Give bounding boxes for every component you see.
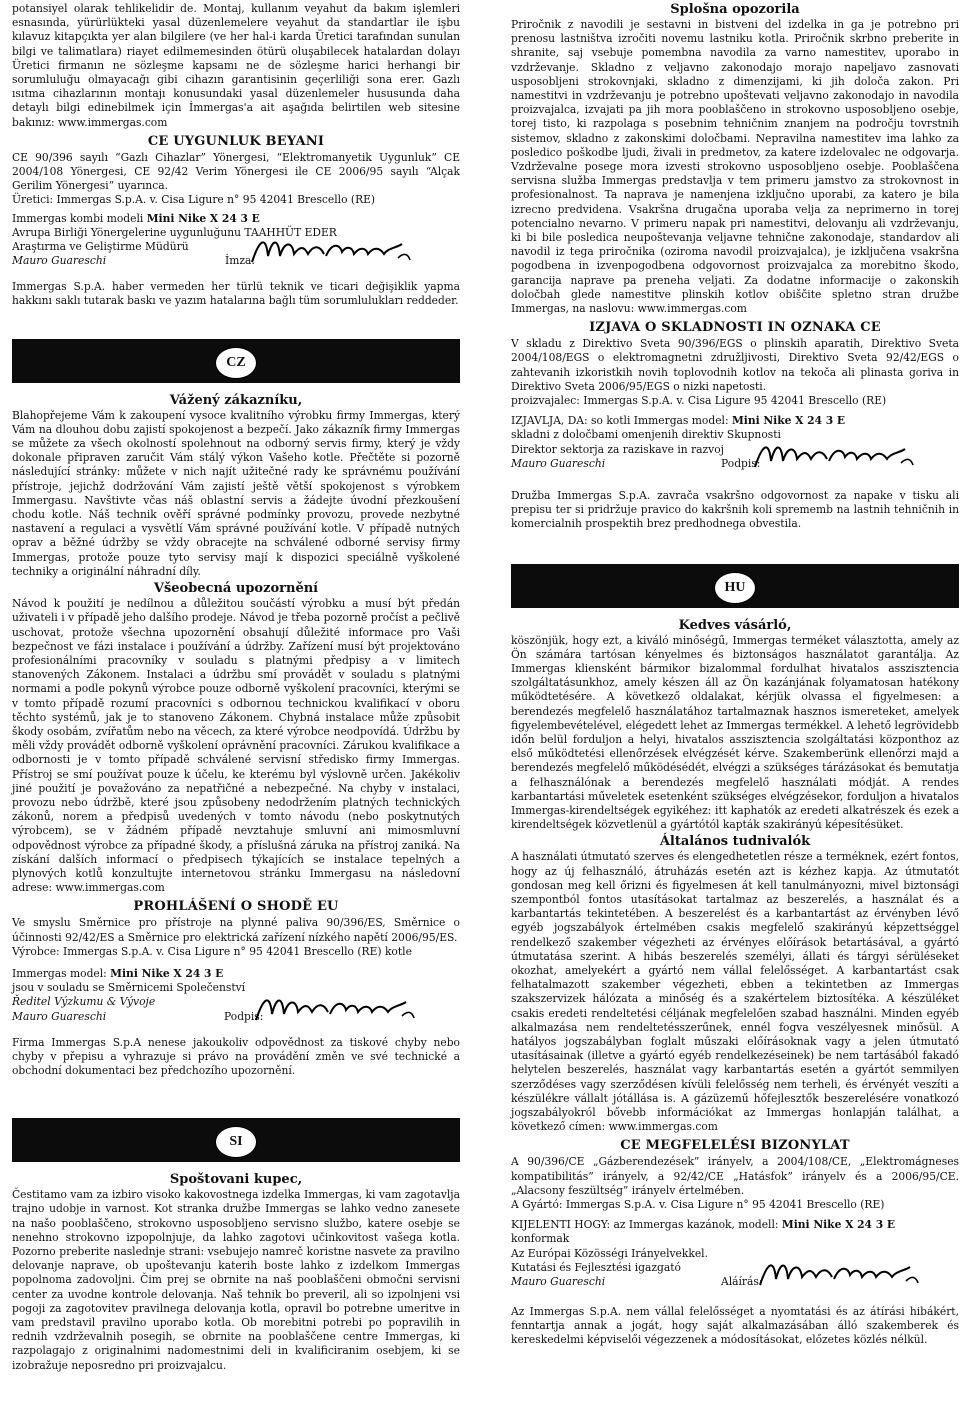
handwritten-signature [751, 437, 916, 471]
si-signer-name: Mauro Guareschi [511, 456, 606, 470]
hu-section-band [511, 564, 959, 608]
tr-declaration-title: CE UYGUNLUK BEYANI [147, 133, 325, 149]
handwritten-signature [252, 990, 417, 1024]
cz-greeting-title: Vážený zákazníku, [169, 392, 303, 408]
right-column [511, 2, 959, 1348]
si-greeting-title: Spoštovani kupec, [169, 1172, 303, 1188]
hu-language-badge: HU [714, 572, 756, 604]
tr-manufacturer: Üretici: Immergas S.p.A. v. Cisa Ligure n° 95 42041 Brescello (RE) [12, 193, 376, 207]
handwritten-signature [248, 232, 413, 266]
cz-declaration-body: Ve smyslu Směrnice pro přístroje na plynné paliva 90/396/ES, Směrnice o účinnosti 92/42/ES a Směrnice pro elektrická zařízení nízkého napětí 2006/95/ES. [12, 916, 460, 944]
hu-declaration-body: A 90/396/CE „Gázberendezések” irányelv, a 2004/108/CE, „Elektromágneses kompatibilitás” irányelv, a 92/42/CE „Hatásfok” irányelv és a 2006/95/CE. „Alacsony feszültség” irányelv értelmében. [511, 1155, 959, 1197]
si-signature-label: Podpis: [721, 456, 761, 470]
si-language-badge: SI [215, 1126, 257, 1158]
hu-signature-label: Aláírás: [721, 1275, 763, 1289]
cz-model-name: Mini Nike X 24 3 E [110, 966, 224, 980]
cz-intro-text: Blahopřejeme Vám k zakoupení vysoce kvalitního výrobku firmy Immergas, který Vám na dlouhou dobu zajistí spokojenost a bezpečí. Jako zákazník firmy Immergas se můžete za všech okolností spolehnout na odborný servis firmy, který je vždy dokonale připraven zaručit Vám stálý výkon Vašeho kotle. Přečtěte si pozorně následující stránky: můžete v nich najít užitečné rady ke správnému používání přístroje, jejichž dodržování Vám zajistí ještě větší spokojenost s výrobkem Immergasu. Navštivte včas náš oblastní servis a žádejte úvodní přezkoušení chodu kotle. Náš technik ověří správné podmínky provozu, provede nezbytné nastavení a regulaci a vysvětlí Vám správné používání kotle. V případě nutných oprav a běžné údržby se vždy obracejte na schválené odborné servisy firmy Immergas, protože pouze tyto servisy mají k dispozici speciálně vyškolené techniky a originální náhradní díly. [12, 408, 460, 578]
left-column [12, 2, 460, 1373]
hu-disclaimer: Az Immergas S.p.A. nem vállal felelősséget a nyomtatási és az átírási hibákért, fenntartja annak a jogát, hogy saját alkalmazásában álló szakemberek és kereskedelmi képviselői végezzenek a módosításokat, előzetes közlés nélkül. [511, 1305, 959, 1347]
cz-manufacturer: Výrobce: Immergas S.p.A. v. Cisa Ligure n° 95 42041 Brescello (RE) kotle [12, 944, 412, 958]
hu-signature-row [511, 1275, 959, 1291]
si-general-warnings-text: Priročnik z navodili je sestavni in bistveni del izdelka in ga je potrebno pri prenosu lastništva izročiti novemu lastniku kotla. Priročnik skrbno preberite in shranite, saj vsebuje pomembna navodila za varno namestitev, uporabo in vzdrževanje. Skladno z veljavno zakonodajo morajo napeljavo zasnovati usposobljeni strokovnjaki, skladno z dimenzijami, ki jih določa zakon. Pri namestitvi in vzdrževanju je potrebno upoštevati veljavno zakonodajo in navodila proizvajalca, izvajati pa jih mora pooblaščeno in strokovno usposobljeno osebje, torej tisto, ki razpolaga s posebnim tehničnim znanjem na področju tovrstnih sistemov, skladno z zakonskimi določbami. Nepravilna namestitev ima lahko za posledico poškodbe ljudi, živali in predmetov, za katere izdelovalec ne odgovarja. Vzdrževalne posege mora izvesti strokovno usposobljeno osebje. Pooblaščena servisna služba Immergas predstavlja v tem primeru jamstvo za strokovnost in profesionalnost. Ta naprava je namenjena izključno uporabi, za katero je bila izrecno predvidena. Vsakršna drugačna uporaba velja za neprimerno in torej potencialno nevarno. V primeru napak pri namestitvi, delovanju ali vzdrževanju, ki bi bile posledica neupoštevanja veljavne tehnične zakonodaje, standardov ali navodil iz tega priročnika (oziroma navodil proizvajalca), je izključena vsakršna pogodbena in izvenpogodbena odgovornost proizvajalca za morebitno škodo, garancija naprave pa preneha veljati. Za dodatne informacije o zakonskih določbah glede namestitve plinskih kotlov obiščite spletno stran družbe Immergas, na naslovu: www.immergas.com [511, 18, 959, 316]
tr-signature-label: İmza: [225, 254, 255, 268]
tr-declaration-body: CE 90/396 sayılı “Gazlı Cihazlar” Yönergesi, “Elektromanyetik Uygunluk” CE 2004/108 Yönergesi, CE 92/42 Verim Yönergesi ile CE 2006/95 sayılı “Alçak Gerilim Yönergesi” uyarınca. [12, 150, 460, 193]
cz-general-warnings-title: Všeobecná upozornění [153, 581, 319, 597]
si-general-warnings-title: Splošna opozorila [670, 2, 800, 17]
si-model-line: IZJAVLJA, DA: so kotli Immergas model: Mini Nike X 24 3 E [511, 414, 846, 428]
cz-section-band [12, 339, 460, 383]
hu-greeting-title: Kedves vásárló, [678, 617, 792, 633]
hu-declaration-title: CE MEGFELELÉSI BIZONYLAT [620, 1138, 850, 1154]
si-declaration-title: IZJAVA O SKLADNOSTI IN OZNAKA CE [589, 320, 881, 336]
tr-signer-name: Mauro Guareschi [12, 254, 107, 268]
cz-declaration-title: PROHLÁŠENÍ O SHODĚ EU [133, 899, 339, 915]
hu-commitment: Az Európai Közösségi Irányelvekkel. [511, 1246, 708, 1260]
cz-model-line: Immergas model: Mini Nike X 24 3 E [12, 966, 224, 980]
cz-commitment: jsou v souladu se Směrnicemi Společenství [12, 981, 246, 995]
tr-signature-row [12, 254, 460, 270]
si-disclaimer: Družba Immergas S.p.A. zavrača vsakršno odgovornost za napake v tisku ali prepisu ter si pridržuje pravico do kakršnih koli sprememb na lastnih tehničnih in komercialnih prospektih brez predhodnega obvestila. [511, 488, 959, 531]
hu-intro-text: köszönjük, hogy ezt, a kiváló minőségű, Immergas terméket választotta, amely az Ön számára tartósan kényelmes és biztonságos használatot garantálja. Az Immergas kliensként bármikor bizalommal fordulhat hivatalos asszisztencia szolgáltatásunkhoz, amely készen áll az Ön kazánjának folyamatosan hatékony működtetésére. A következő oldalakat, kérjük olvassa el figyelmesen: a berendezés megfelelő használatához tartalmaznak hasznos ismereteket, amelyek figyelembevételével, elégedett lehet az Immergas termékkel. A lehető legrövidebb időn belül forduljon a helyi, hivatalos asszisztencia szolgáltatási központhoz az első működtetési ellenőrzések elvégzését kérve. Szakemberünk ellenőrzi majd a berendezés megfelelő működésédét, elvégzi a szükséges tárázásokat és bemutatja a felhasználónak a berendezés megfelelő használati módját. A rendes karbantartási műveletek esetenként szükséges elvégzésekor, forduljon a hivatalos Immergas-kirendeltségek egyikéhez: itt kaphatók az eredeti alkatrészek és ezek a kirendeltségek közvetlenül a gyártótól kapták szakirányú képesítésüket. [511, 633, 959, 832]
cz-role: Ředitel Výzkumu & Vývoje [12, 995, 156, 1009]
si-model-name: Mini Nike X 24 3 E [731, 414, 846, 428]
si-intro-text: Čestitamo vam za izbiro visoko kakovostnega izdelka Immergas, ki vam zagotavlja trajno udobje in varnost. Kot stranka družbe Immergas se lahko vedno zanesete na našo pooblaščeno, strokovno usposobljeno servisno službo, katere osebje se nenehno strokovno izpopolnjuje, da lahko zagotovi učinkovitost vašega kotla. Pozorno preberite naslednje strani: vsebujejo namreč koristne nasvete za pravilno delovanje naprave, ob upoštevanju katerih boste lahko z izdelkom Immergas popolnoma zadovoljni. Čim prej se obrnite na naš pooblaščeni območni servisni center za uvodne kontrole delovanja. Naš tehnik bo preveril, ali so izpolnjeni vsi pogoji za zagotovitev pravilnega delovanja kotla, opravil bo potrebne umeritve in vam predstavil pravilno uporabo kotla. Ob morebitni potrebi po popravilih in rednih vzdrževalnih posegih, se obrnite na pooblaščene centre Immergas, ki razpolagajo z originalnimi nadomestnimi deli in kvalificiranim osebjem, ki se izobražuje neposredno pri proizvajalcu. [12, 1188, 460, 1372]
si-declaration-body: V skladu z Direktivo Sveta 90/396/EGS o plinskih aparatih, Direktivo Sveta 2004/108/EGS o elektromagnetni združljivosti, Direktivo Sveta 92/42/EGS o zahtevanih izkoristkih novih toplovodnih kotlov na tekoča ali plinasta goriva in Direktivo Sveta 2006/95/EGS o nizki napetosti. [511, 337, 959, 393]
tr-model-line: Immergas kombi modeli Mini Nike X 24 3 E [12, 211, 260, 225]
tr-role: Araştırma ve Geliştirme Müdürü [12, 240, 189, 254]
cz-signer-name: Mauro Guareschi [12, 1009, 107, 1023]
si-signature-row [511, 457, 959, 473]
cz-signature-label: Podpis: [224, 1009, 264, 1023]
hu-conform: konformak [511, 1232, 570, 1246]
hu-manufacturer: A Gyártó: Immergas S.p.A. v. Cisa Ligure n° 95 42041 Brescello (RE) [511, 1198, 885, 1212]
cz-disclaimer: Firma Immergas S.p.A nenese jakoukoliv odpovědnost za tiskové chyby nebo chyby v přepisu a vyhrazuje si právo na provádění změn ve své technické a obchodní dokumentaci bez předchozího upozornění. [12, 1035, 460, 1077]
si-manufacturer: proizvajalec: Immergas S.p.A. v. Cisa Ligure 95 42041 Brescello (RE) [511, 394, 887, 408]
tr-model-name: Mini Nike X 24 3 E [146, 211, 260, 225]
si-commitment: skladni z določbami omenjenih direktiv Skupnosti [511, 428, 781, 442]
hu-general-info-text: A használati útmutató szerves és elengedhetetlen része a terméknek, ezért fontos, hogy az új felhasználó, átruházás esetén azt is kézhez kapja. Az útmutatót gondosan meg kell őrizni és figyelmesen át kell tanulmányozni, mivel biztonsági szempontból fontos utasításokat tartalmaz az beszerelés, a használat és a karbantartás tekintetében. A beszerelést és a karbantartást az érvényben lévő egyéb jogszabályok értelmében csakis megfelelő szakirányú képzettséggel rendelkező szakember végezheti az érvényes előírások betartásával, a gyártó útmutatása szerint. A hibás beszerelés személyi, állati és tárgyi sérüléseket okozhat, amelyekért a gyártó nem vállal felelősséget. A karbantartást csak felhatalmazott szakember végezheti, ebben a tekintetben az Immergas szakszervizek hálózata a minőség és a szakértelem biztosítéka. A készüléket csakis eredeti rendeltetési céljának megfelelően szabad használni. Minden egyéb alkalmazása nem rendeltetésszerűnek, ennél fogva veszélyesnek minősül. A hatályos jogszabályban foglalt műszaki előírásoknak vagy a jelen útmutató utasításainak (illetve a gyártó egyéb rendelkezéseinek) be nem tartásából fakadó helytelen beszerelés, használat vagy karbantartás esetén a gyártót semmilyen szerződéses vagy szerződésen kívüli felelősség nem terheli, és érvényét veszíti a készülékre vállalt jótállása is. A gázüzemű hőfejlesztők beszerelésére vonatkozó jogszabályokról bővebb információkat az Immergas honlapján találhat, a következő címen: www.immergas.com [511, 850, 959, 1134]
handwritten-signature [756, 1255, 921, 1289]
si-section-band [12, 1118, 460, 1162]
cz-signature-row [12, 1010, 460, 1026]
hu-model-line: KIJELENTI HOGY: az Immergas kazánok, modell: Mini Nike X 24 3 E [511, 1218, 895, 1232]
tr-commitment: Avrupa Birliği Yönergelerine uygunluğunu TAAHHÜT EDER [12, 225, 337, 239]
si-role: Direktor sektorja za raziskave in razvoj [511, 442, 724, 456]
hu-role: Kutatási és Fejlesztési igazgató [511, 1260, 681, 1274]
hu-signer-name: Mauro Guareschi [511, 1275, 606, 1289]
tr-disclaimer: Immergas S.p.A. haber vermeden her türlü teknik ve ticari değişiklik yapma hakkını saklı tutarak baskı ve yazım hatalarına bağlı tüm sorumlulukları reddeder. [12, 280, 460, 308]
cz-general-warnings-text: Návod k použití je nedílnou a důležitou součástí výrobku a musí být předán uživateli i v případě jeho dalšího prodeje. Návod je třeba pozorně pročíst a pečlivě uschovat, protože všechna upozornění obsahují důležité informace pro Vaši bezpečnost ve fázi instalace i používání a údržby. Zařízení musí být projektováno profesionálními pracovníky v souladu s platnými předpisy a v limitech stanovených Zákonem. Instalaci a údržbu smí provádět v souladu s platnými normami a podle pokynů výrobce pouze odborně vyškolení pracovníci, kterými se v tomto případě rozumí pracovníci s odbornou technickou kvalifikací v oboru těchto systémů, jak je to stanoveno Zákonem. Chybná instalace může způsobit škody osobám, zvířatům nebo na věcech, za které výrobce neodpovídá. Údržbu by měli vždy provádět odborně vyškolení oprávnění pracovníci. Zárukou kvalifikace a odbornosti je v tomto případě schválené servisní středisko firmy Immergas. Přístroj se smí používat pouze k účelu, ke kterému byl výslovně určen. Jakékoliv jiné použití je považováno za nepatřičné a nebezpečné. Na chyby v instalaci, provozu nebo údržbě, které jsou způsobeny nedodržením platných technických zákonů, norem a předpisů uvedených v tomto návodu (nebo poskytnutých výrobcem), se v žádném případě nevztahuje smluvní ani mimosmluvní odpovědnost výrobce za případné škody, a příslušná záruka na přístroj zaniká. Na získání dalších informací o předpisech týkajících se instalace tepelných a plynových kotlů konzultujte internetovou stránku Immergasu na následovní adrese: www.immergas.com [12, 597, 460, 895]
cz-language-badge: CZ [215, 347, 257, 379]
tr-intro-text: potansiyel olarak tehlikelidir de. Montaj, kullanım veyahut da bakım işlemleri esnasında, yürürlükteki yasal düzenlemelere veyahut da standartlar ile işbu kılavuz kitapçıkta yer alan bilgilere (ve her hal-i karda Üretici tarafından sunulan bilgi ve talimatlara) riayet edilmemesinden ötürü oluşabilecek hatalardan dolayı Üretici firmanın ne sözleşme kapsamı ne de sözleşme harici herhangi bir sorumluluğu olmayacağı gibi cihazın garantisinin geçerliliği sona erer. Gazlı ısıtma cihazlarının montajı konusundaki yasal düzenlemeler hususunda daha detaylı bilgi edinebilmek için İmmergas'a ait aşağıda belirtilen web sitesine bakınız: www.immergas.com [12, 2, 460, 129]
hu-general-info-title: Általános tudnivalók [659, 834, 811, 850]
hu-model-name: Mini Nike X 24 3 E [781, 1218, 895, 1232]
